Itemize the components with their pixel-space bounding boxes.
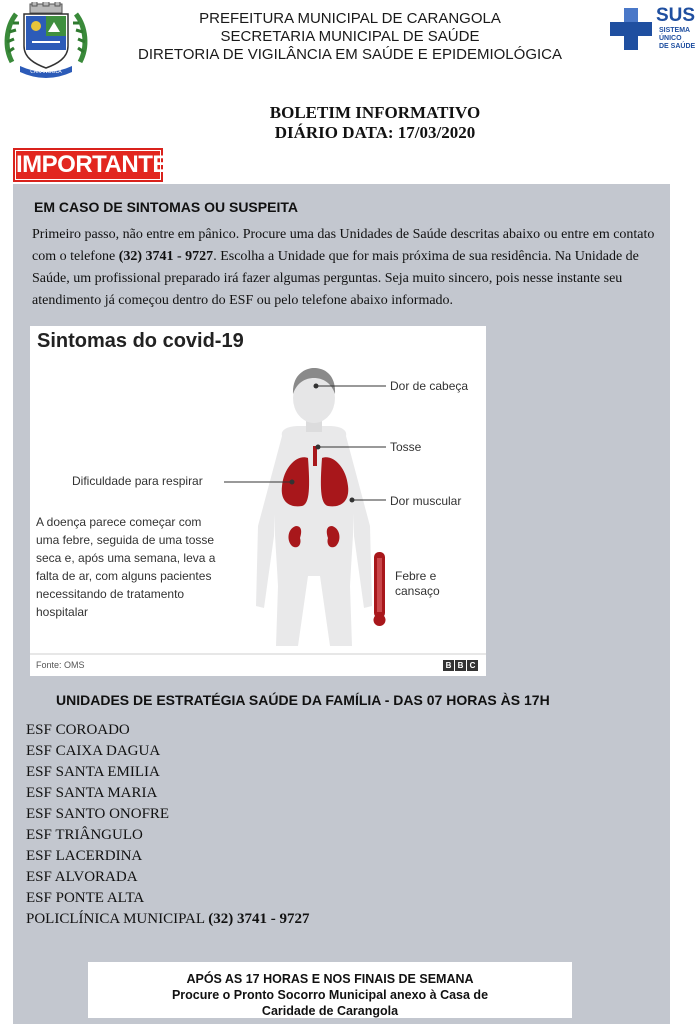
list-item: ESF ALVORADA (26, 869, 138, 885)
disease-progression-description: A doença parece começar com uma febre, seguida de uma tosse seca e, após uma semana, leva a falta de ar, com alguns pacientes necessitando de tratamento hospitalar (36, 515, 216, 619)
list-item: ESF SANTA MARIA (26, 785, 158, 801)
list-item: ESF TRIÂNGULO (26, 827, 143, 843)
list-item: ESF COROADO (26, 722, 130, 738)
bbc-letter: C (467, 660, 478, 671)
list-item-policlinica (26, 909, 309, 930)
list-item: ESF SANTO ONOFRE (26, 806, 170, 822)
svg-text:ÚNICO: ÚNICO (659, 35, 682, 42)
units-section-title: UNIDADES DE ESTRATÉGIA SAÚDE DA FAMÍLIA - DAS 07 HORAS ÀS 17H (56, 692, 550, 708)
figure-source: Fonte: OMS (36, 660, 85, 670)
header-line-secretaria: SECRETARIA MUNICIPAL DE SAÚDE (220, 28, 480, 45)
intro-paragraph (32, 224, 662, 312)
intro-text-start: Primeiro passo, não entre em pânico. Procure uma das Unidades de Saúde descritas abaixo ou entre em contato com o telefone (32, 227, 655, 264)
policlinica-phone: (32) 3741 - 9727 (208, 911, 310, 927)
figure-title: Sintomas do covid-19 (37, 330, 244, 352)
intro-text-end: . Escolha a Unidade que for mais próxima de sua residência. Na Unidade de Saúde, um profissional preparado irá fazer algumas perguntas. Seja muito sincero, pois nesse instante seu atendimento já começou dentro do ESF ou pelo telefone abaixo informado. (32, 249, 639, 308)
bbc-logo (443, 660, 478, 671)
label-muscle-pain: Dor muscular (390, 494, 462, 508)
bbc-letter: B (443, 660, 454, 671)
list-item: ESF PONTE ALTA (26, 890, 145, 906)
symptoms-section-title: EM CASO DE SINTOMAS OU SUSPEITA (34, 199, 298, 215)
after-hours-title: APÓS AS 17 HORAS E NOS FINAIS DE SEMANA (186, 972, 474, 986)
importante-banner (13, 148, 168, 182)
list-item: ESF SANTA EMILIA (26, 764, 160, 780)
bulletin-title: BOLETIM INFORMATIVO (269, 103, 481, 122)
importante-label: IMPORTANTE (16, 151, 168, 178)
thermometer-icon (374, 552, 386, 626)
svg-text:SISTEMA: SISTEMA (659, 27, 691, 34)
after-hours-line-2: Caridade de Carangola (261, 1004, 399, 1018)
header-line-prefeitura: PREFEITURA MUNICIPAL DE CARANGOLA (199, 10, 501, 27)
after-hours-line-1: Procure o Pronto Socorro Municipal anexo à Casa de (171, 988, 489, 1002)
policlinica-label: POLICLÍNICA MUNICIPAL (26, 911, 209, 927)
sus-logo (606, 2, 698, 60)
municipal-crest-logo (2, 2, 90, 80)
header-institution-lines (110, 10, 590, 64)
label-fever-fatigue: Febre e cansaço (395, 569, 440, 598)
bbc-letter: B (455, 660, 466, 671)
svg-text:DE SAÚDE: DE SAÚDE (659, 43, 696, 50)
health-units-list (26, 720, 309, 930)
label-cough: Tosse (390, 440, 422, 454)
list-item: ESF LACERDINA (26, 848, 143, 864)
bulletin-date: DIÁRIO DATA: 17/03/2020 (274, 123, 476, 142)
svg-text:SUS: SUS (656, 5, 696, 26)
bulletin-title-block (175, 103, 575, 143)
label-headache: Dor de cabeça (390, 379, 469, 393)
label-breathing-difficulty: Dificuldade para respirar (72, 474, 203, 488)
intro-phone: (32) 3741 - 9727 (118, 249, 214, 264)
covid-symptoms-figure (30, 326, 486, 676)
document-header (0, 0, 700, 90)
after-hours-notice (88, 962, 572, 1018)
list-item: ESF CAIXA DAGUA (26, 743, 161, 759)
svg-text:CARANGOLA: CARANGOLA (30, 69, 62, 75)
header-line-diretoria: DIRETORIA DE VIGILÂNCIA EM SAÚDE E EPIDEMIOLÓGICA (138, 46, 562, 63)
